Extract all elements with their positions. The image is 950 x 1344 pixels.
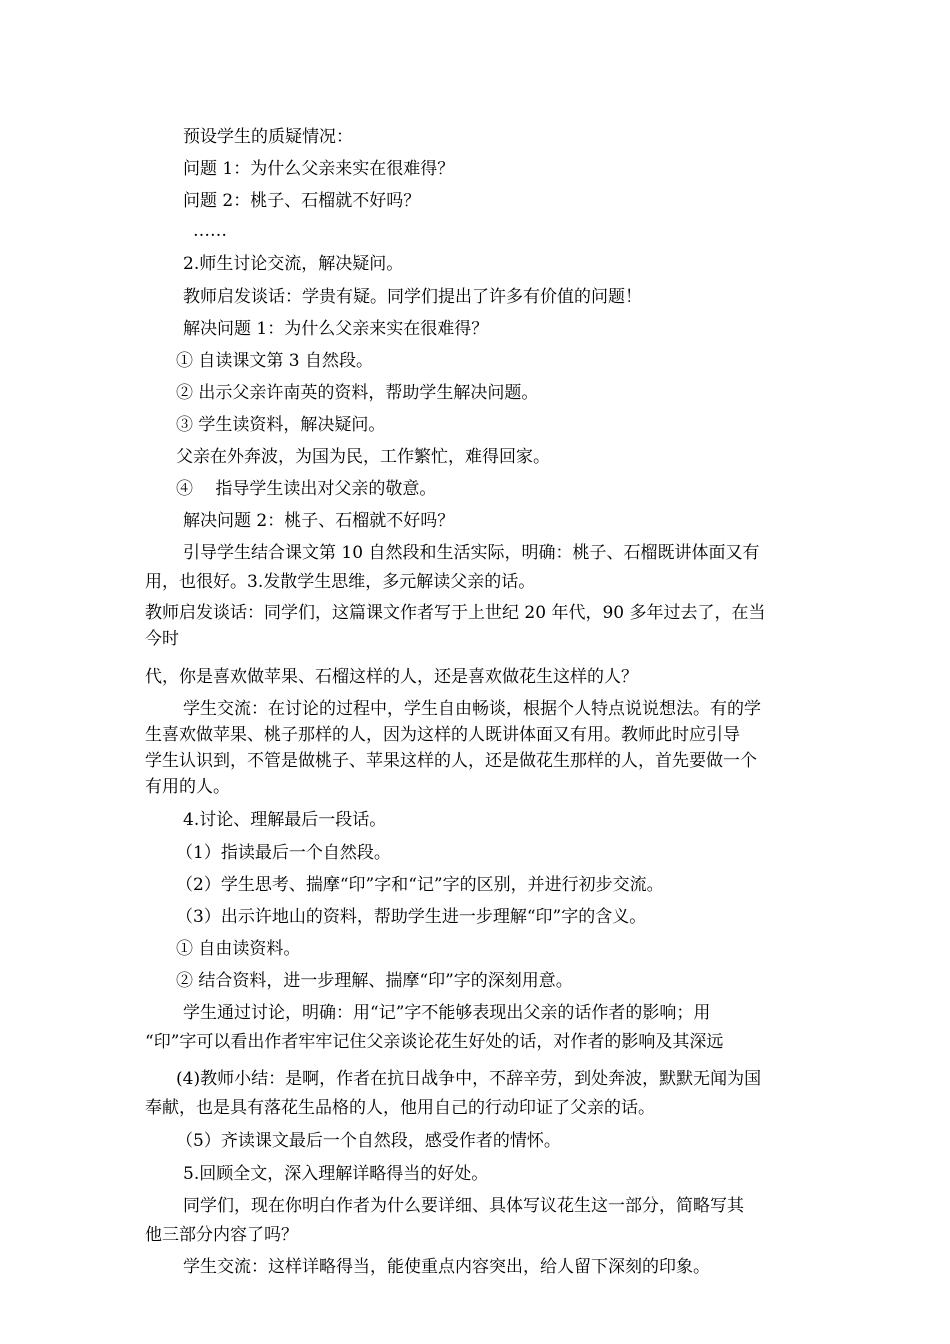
text-line: 代，你是喜欢做苹果、石榴这样的人，还是喜欢做花生这样的人？: [145, 667, 638, 687]
list-item: ① 自读课文第 3 自然段。: [176, 351, 374, 371]
section-heading: 2.师生讨论交流，解决疑问。: [183, 254, 404, 274]
list-item: ② 结合资料，进一步理解、揣摩“印”字的深刻用意。: [176, 971, 573, 991]
text-line: “印”字可以看出作者牢牢记住父亲谈论花生好处的话，对作者的影响及其深远: [145, 1032, 724, 1052]
text-line: 教师启发谈话：学贵有疑。同学们提出了许多有价值的问题！: [183, 287, 642, 307]
list-item: （5）齐读课文最后一个自然段，感受作者的情怀。: [176, 1131, 561, 1151]
text-line: 问题 2：桃子、石榴就不好吗？: [183, 191, 421, 211]
text-line: 学生认识到，不管是做桃子、苹果这样的人，还是做花生那样的人，首先要做一个: [145, 751, 757, 771]
list-item: （2）学生思考、揣摩“印”字和“记”字的区别，并进行初步交流。: [176, 875, 664, 895]
text-line: 学生通过讨论，明确：用“记”字不能够表现出父亲的话作者的影响；用: [183, 1003, 711, 1023]
text-line: (4)教师小结：是啊，作者在抗日战争中，不辞辛劳，到处奔波，默默无闻为国: [176, 1069, 762, 1089]
text-line: 问题 1：为什么父亲来实在很难得？: [183, 159, 455, 179]
ellipsis-line: ……: [193, 221, 227, 241]
list-item: ④ 指导学生读出对父亲的敬意。: [176, 479, 437, 499]
text-line: 学生交流：这样详略得当，能使重点内容突出，给人留下深刻的印象。: [183, 1257, 710, 1277]
list-item: （1）指读最后一个自然段。: [176, 843, 391, 863]
text-line: 他三部分内容了吗？: [145, 1225, 298, 1245]
text-line: 预设学生的质疑情况：: [183, 127, 353, 147]
text-line: 解决问题 2：桃子、石榴就不好吗？: [183, 511, 455, 531]
list-item: ③ 学生读资料，解决疑问。: [176, 415, 386, 435]
list-item: ① 自由读资料。: [176, 939, 301, 959]
section-heading: 4.讨论、理解最后一段话。: [183, 810, 387, 830]
text-line: 今时: [145, 629, 179, 649]
text-line: 用，也很好。3.发散学生思维，多元解读父亲的话。: [145, 572, 536, 592]
text-line: 同学们，现在你明白作者为什么要详细、具体写议花生这一部分，简略写其: [183, 1196, 744, 1216]
list-item: ② 出示父亲许南英的资料，帮助学生解决问题。: [176, 383, 539, 403]
list-item: （3）出示许地山的资料，帮助学生进一步理解“印”字的含义。: [176, 907, 647, 927]
text-line: 引导学生结合课文第 10 自然段和生活实际，明确：桃子、石榴既讲体面又有: [183, 543, 760, 563]
text-line: 奉献，也是具有落花生品格的人，他用自己的行动印证了父亲的话。: [145, 1098, 655, 1118]
text-line: 教师启发谈话：同学们，这篇课文作者写于上世纪 20 年代，90 多年过去了，在当: [145, 603, 766, 623]
text-line: 父亲在外奔波，为国为民，工作繁忙，难得回家。: [176, 447, 550, 467]
text-line: 生喜欢做苹果、桃子那样的人，因为这样的人既讲体面又有用。教师此时应引导: [145, 725, 740, 745]
text-line: 有用的人。: [145, 777, 230, 797]
text-line: 学生交流：在讨论的过程中，学生自由畅谈，根据个人特点说说想法。有的学: [183, 699, 761, 719]
text-line: 解决问题 1：为什么父亲来实在很难得？: [183, 319, 489, 339]
section-heading: 5.回顾全文，深入理解详略得当的好处。: [183, 1164, 489, 1184]
